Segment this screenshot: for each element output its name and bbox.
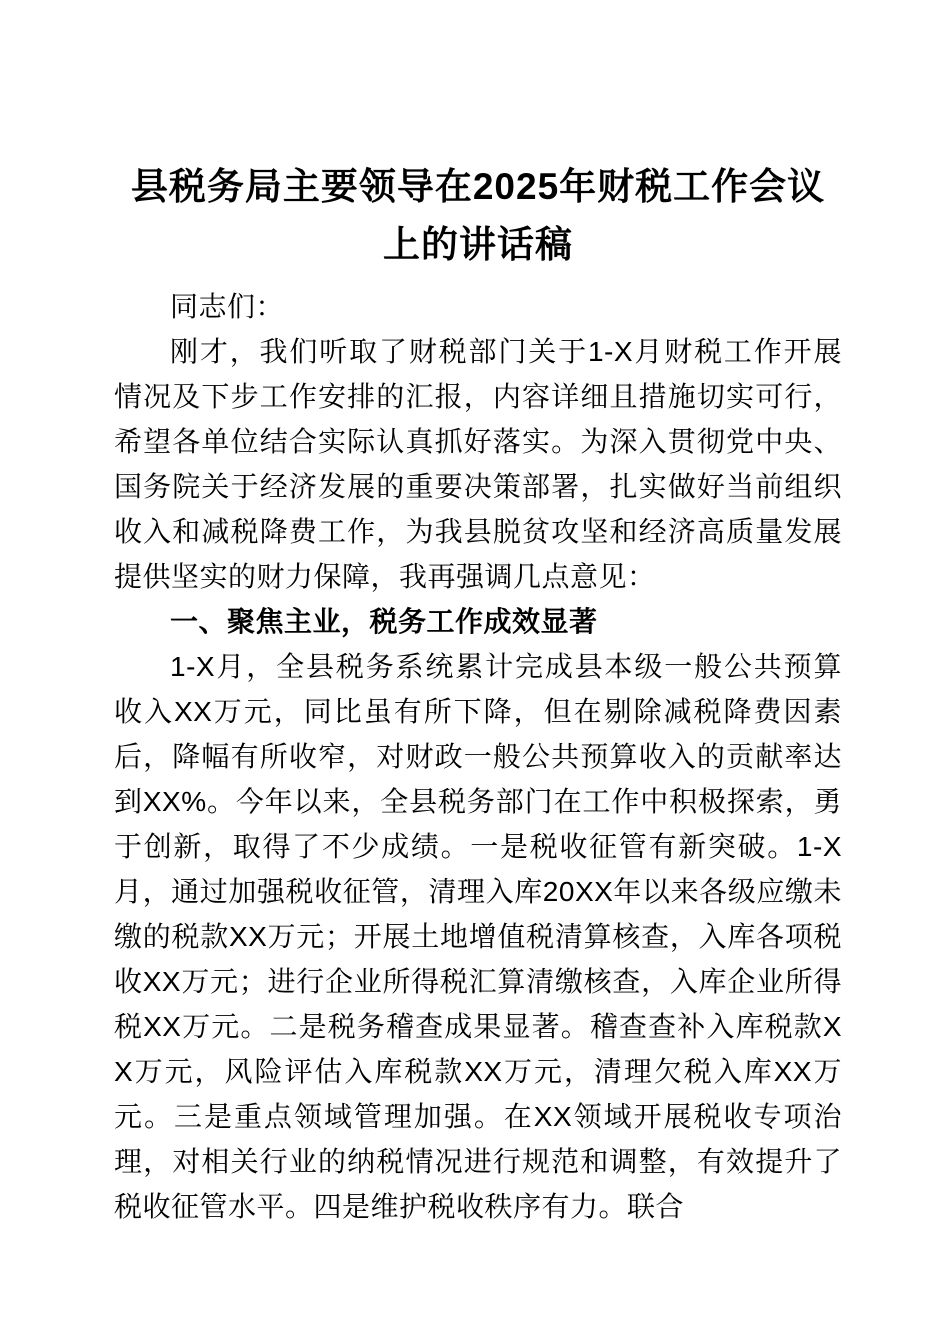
paragraph-intro: 刚才，我们听取了财税部门关于1-X月财税工作开展情况及下步工作安排的汇报，内容详细且措施切实可行，希望各单位结合实际认真抓好落实。为深入贯彻党中央、国务院关于经济发展的重要决策部署，扎实做好当前组织收入和减税降费工作，为我县脱贫攻坚和经济高质量发展提供坚实的财力保障，我再强调几点意见： — [114, 336, 842, 592]
document-title: 县税务局主要领导在2025年财税工作会议上的讲话稿 — [130, 166, 826, 265]
paragraph-section-1-body: 1-X月，全县税务系统累计完成县本级一般公共预算收入XX万元，同比虽有所下降，但在剔除减税降费因素后，降幅有所收窄，对财政一般公共预算收入的贡献率达到XX%。今年以来，全县税务部门在工作中积极探索，勇于创新，取得了不少成绩。一是税收征管有新突破。1-X月，通过加强税收征管，清理入库20XX年以来各级应缴未缴的税款XX万元；开展土地增值税清算核查，入库各项税收XX万元；进行企业所得税汇算清缴核查，入库企业所得税XX万元。二是税务稽查成果显著。稽查查补入库税款XX万元，风险评估入库税款XX万元，清理欠税入库XX万元。三是重点领域管理加强。在XX领域开展税收专项治理，对相关行业的纳税情况进行规范和调整，有效提升了税收征管水平。四是维护税收秩序有力。联合 — [114, 651, 842, 1222]
section-1-heading: 一、聚焦主业，税务工作成效显著 — [170, 606, 598, 637]
paragraph-salutation: 同志们： — [170, 291, 285, 322]
